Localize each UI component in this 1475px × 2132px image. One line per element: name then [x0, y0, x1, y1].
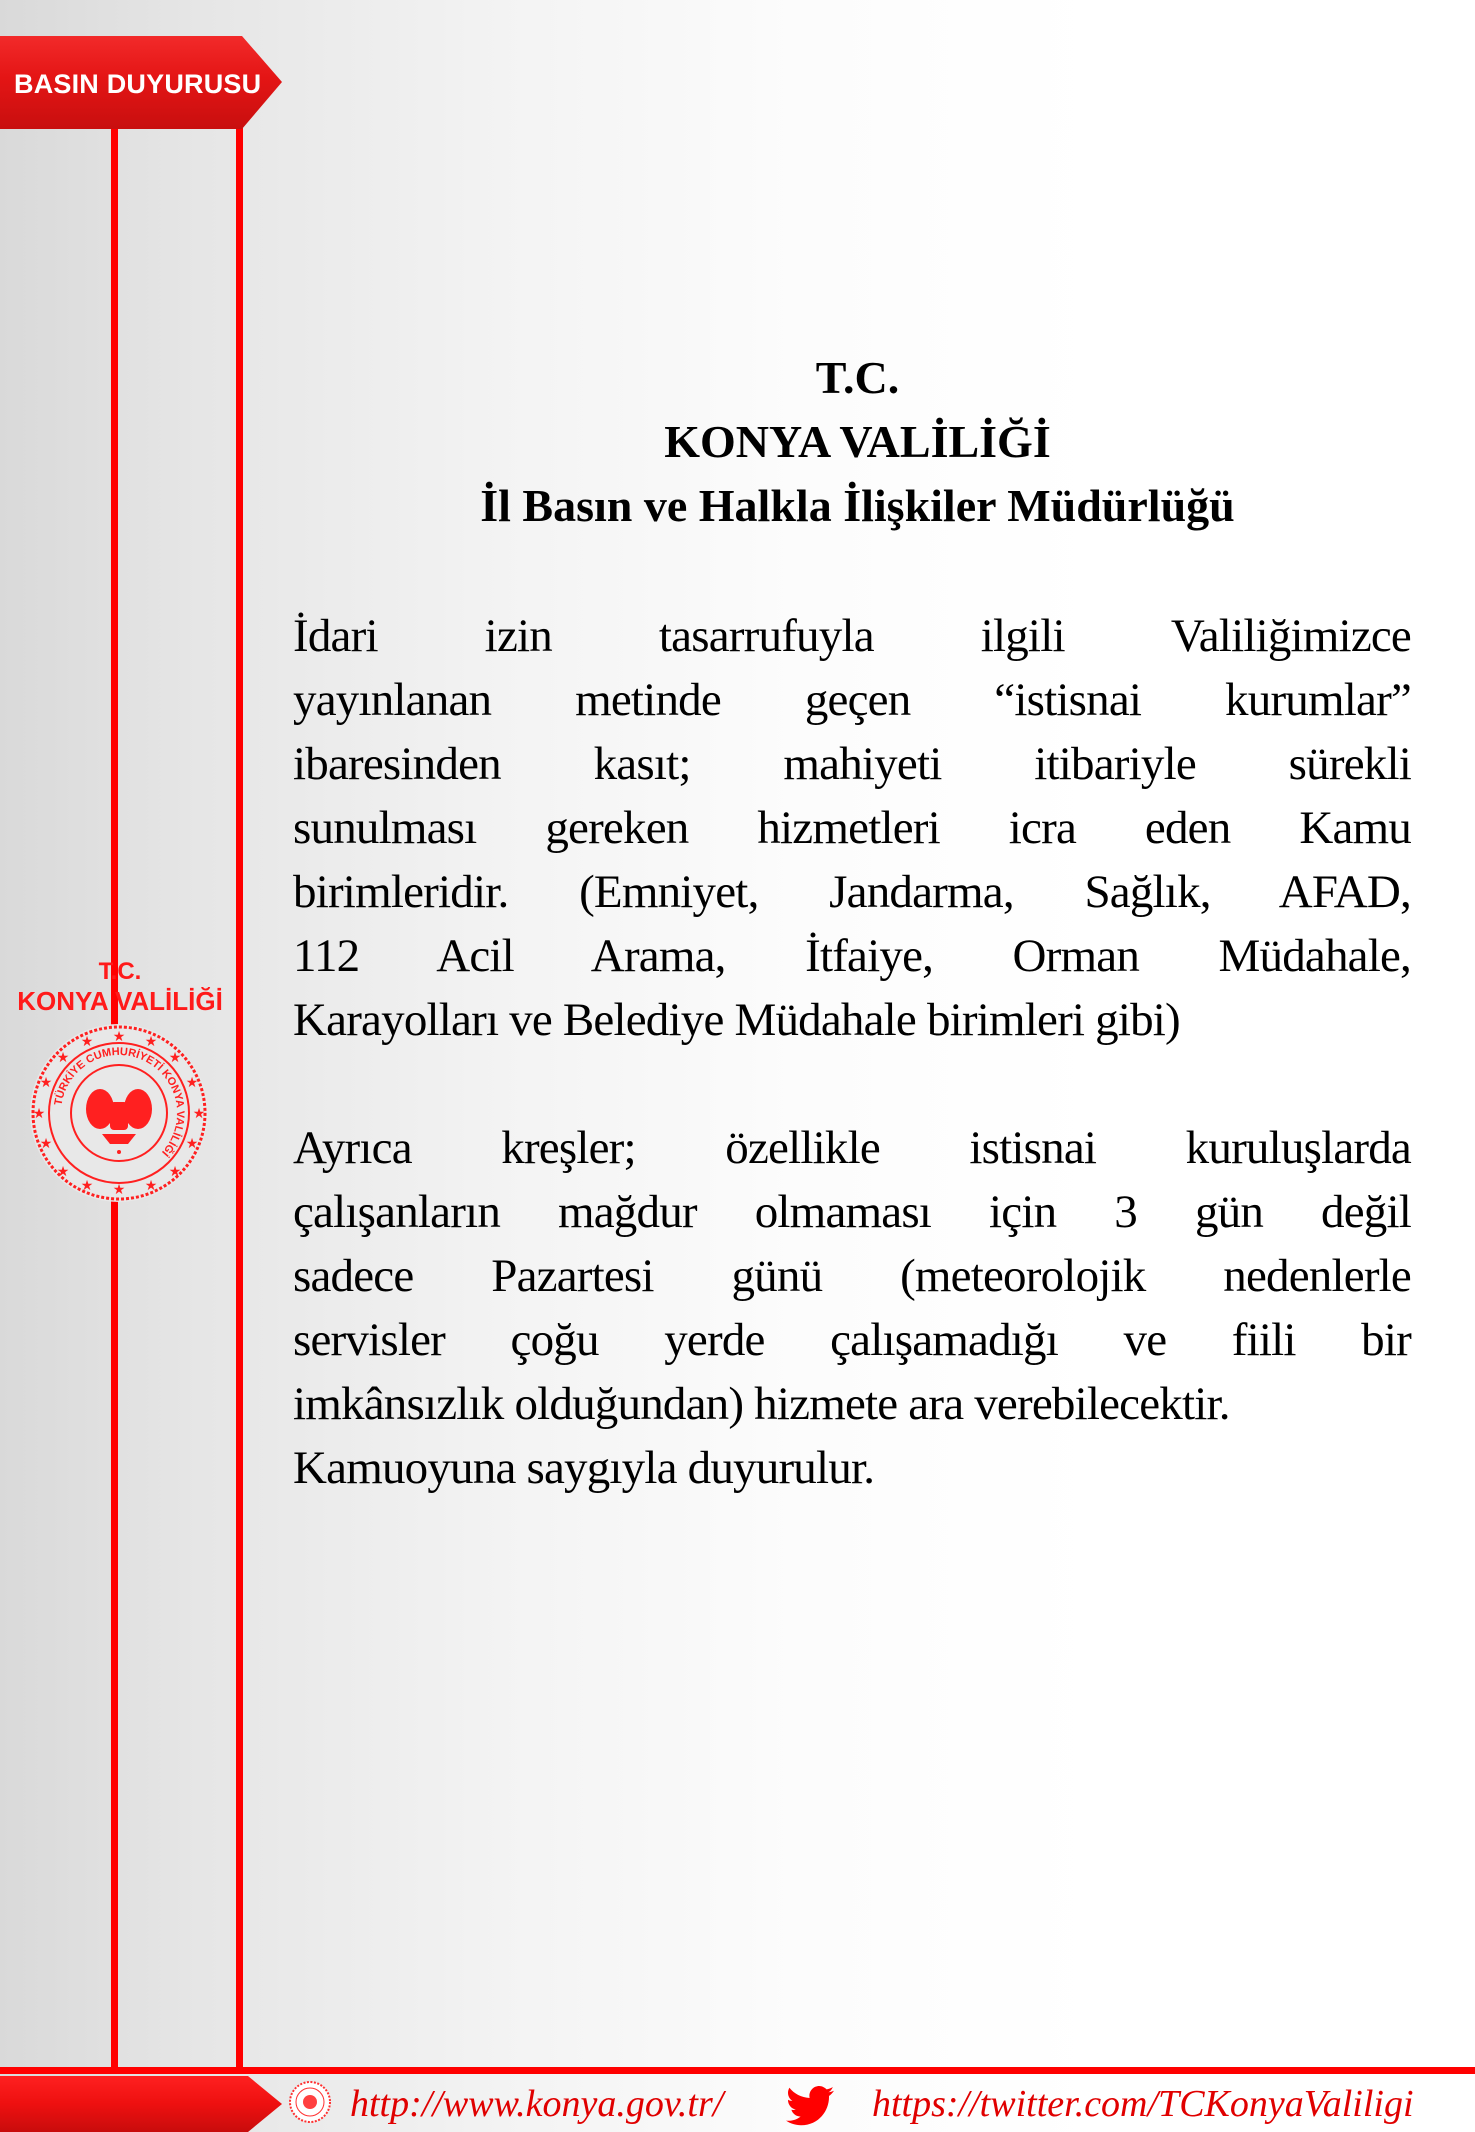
svg-text:★: ★ [80, 1177, 94, 1193]
twitter-bird-icon[interactable] [782, 2086, 838, 2126]
website-link[interactable]: http://www.konya.gov.tr/ [350, 2083, 724, 2125]
svg-text:★: ★ [112, 1181, 126, 1197]
svg-text:★: ★ [56, 1163, 70, 1179]
svg-text:★: ★ [39, 1074, 53, 1090]
svg-text:★: ★ [185, 1135, 199, 1151]
svg-text:★: ★ [144, 1033, 158, 1049]
svg-text:★: ★ [112, 1028, 126, 1044]
svg-text:★: ★ [192, 1105, 206, 1121]
twitter-link[interactable]: https://twitter.com/TCKonyaValiligi [872, 2083, 1414, 2125]
text-line: ibaresinden kasıt; mahiyeti itibariyle sürekli [293, 738, 1411, 790]
header-tc: T.C. [815, 352, 900, 403]
svg-text:★: ★ [32, 1105, 46, 1121]
svg-text:TÜRKİYE CUMHURİYETİ KONYA VALİ: TÜRKİYE CUMHURİYETİ KONYA VALİLİĞİ [52, 1045, 187, 1159]
text-line: çalışanların mağdur olmaması için 3 gün değil [293, 1186, 1411, 1238]
svg-text:★: ★ [80, 1033, 94, 1049]
text-line: imkânsızlık olduğundan) hizmete ara verebilecektir. [293, 1378, 1230, 1430]
svg-text:★: ★ [168, 1049, 182, 1065]
text-line: sunulması gereken hizmetleri icra eden Kamu [293, 802, 1411, 854]
banner-label: BASIN DUYURUSU [14, 69, 262, 99]
svg-text:★: ★ [185, 1074, 199, 1090]
text-line: sadece Pazartesi günü (meteorolojik nedenlerle [293, 1250, 1411, 1302]
text-line: yayınlanan metinde geçen “istisnai kurumlar” [293, 674, 1411, 726]
bottom-red-line [0, 2067, 1475, 2074]
text-line: Kamuoyuna saygıyla duyurulur. [293, 1442, 875, 1494]
text-line: birimleridir. (Emniyet, Jandarma, Sağlık, AFAD, [293, 866, 1411, 918]
svg-text:★: ★ [168, 1163, 182, 1179]
svg-text:★: ★ [56, 1049, 70, 1065]
text-line: Ayrıca kreşler; özellikle istisnai kuruluşlarda [293, 1122, 1411, 1174]
text-line: İdari izin tasarrufuyla ilgili Valiliğimizce [293, 610, 1411, 662]
footer-red-arrow [0, 2076, 282, 2132]
sidebar-governorship-label: KONYA VALİLİĞİ [17, 986, 223, 1016]
sidebar-tc-label: T.C. [98, 958, 142, 985]
governorship-seal-icon [30, 1024, 208, 1202]
website-seal-icon [288, 2080, 332, 2124]
text-line: servisler çoğu yerde çalışamadığı ve fiili bir [293, 1314, 1411, 1366]
text-line: Karayolları ve Belediye Müdahale birimleri gibi) [293, 994, 1180, 1046]
text-line: 112 Acil Arama, İtfaiye, Orman Müdahale, [293, 930, 1411, 982]
svg-text:★: ★ [39, 1135, 53, 1151]
header-department: İl Basın ve Halkla İlişkiler Müdürlüğü [480, 480, 1235, 531]
header-governorship: KONYA VALİLİĞİ [664, 416, 1051, 467]
svg-text:★: ★ [144, 1177, 158, 1193]
